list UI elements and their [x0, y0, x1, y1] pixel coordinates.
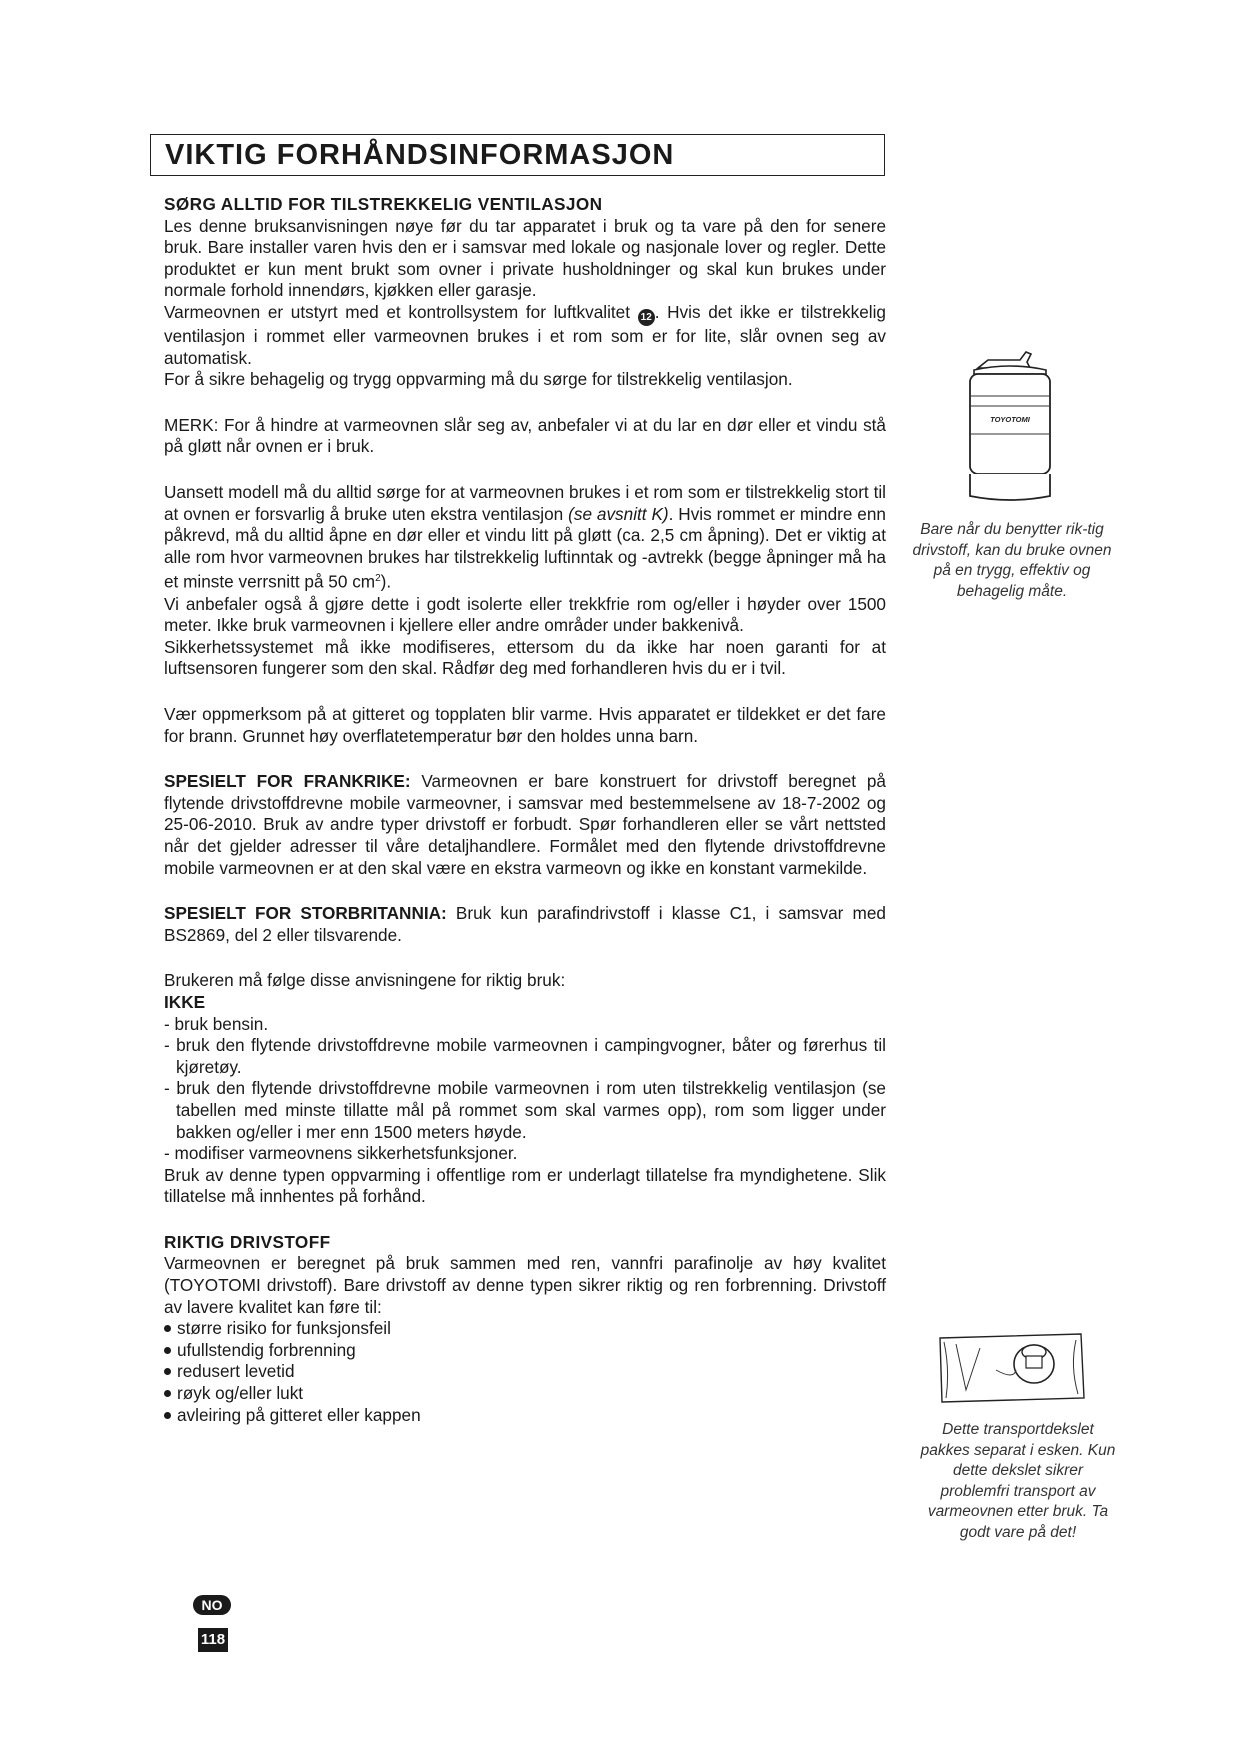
main-content	[164, 194, 886, 1426]
ventilation-p2-after: . Hvis det ikke er tilstrekkelig ventilasjon i rommet eller varmeovnen brukes i et rom som er for lite, slår ovnen seg av automatisk.	[164, 301, 886, 368]
fuel-bullet-text: større risiko for funksjonsfeil	[177, 1318, 391, 1339]
page-title: VIKTIG FORHÅNDSINFORMASJON	[165, 139, 675, 171]
room-p1-end: ).	[380, 572, 392, 593]
fuel-bullet	[164, 1340, 886, 1362]
room-paragraph-1	[164, 482, 886, 594]
page-number: 118	[198, 1628, 228, 1652]
fuel-caption: Bare når du benytter rik-tig drivstoff, kan du bruke ovnen på en trygg, effektiv og behagelig måte.	[912, 521, 1112, 600]
uk-paragraph	[164, 903, 886, 946]
uk-text: Bruk kun parafindrivstoff i klasse C1, i samsvar med BS2869, del 2 eller tilsvarende.	[164, 903, 886, 945]
transport-cover-illustration	[936, 1330, 1086, 1406]
usage-item: - bruk den flytende drivstoffdrevne mobile varmeovnen i rom uten tilstrekkelig ventilasjon (se tabellen med minste tillatte mål på rommet som skal varmes opp), rom som ligger under bakken og/eller i mer enn 1500 meters høyde.	[164, 1078, 886, 1142]
ventilation-paragraph-2	[164, 302, 886, 369]
bullet-dot-icon	[164, 1390, 171, 1397]
fuel-bullet-text: redusert levetid	[177, 1361, 295, 1382]
language-badge: NO	[193, 1595, 231, 1615]
can-brand-label: TOYOTOMI	[990, 415, 1030, 424]
fuel-bullet	[164, 1318, 886, 1340]
reference-number-badge: 12	[638, 309, 655, 326]
usage-item: - bruk den flytende drivstoffdrevne mobile varmeovnen i campingvogner, båter og førerhus til kjøretøy.	[164, 1035, 886, 1077]
fuel-paragraph: Varmeovnen er beregnet på bruk sammen med ren, vannfri parafinolje av høy kvalitet (TOYOTOMI drivstoff). Bare drivstoff av denne typen sikrer riktig og ren forbrenning. Drivstoff av lavere kvalitet kan føre til:	[164, 1253, 886, 1317]
fuel-bullet	[164, 1405, 886, 1427]
fuel-bullet-text: avleiring på gitteret eller kappen	[177, 1404, 421, 1425]
ventilation-p2-before: Varmeovnen er utstyrt med et kontrollsystem for luftkvalitet	[164, 301, 631, 322]
title-box	[150, 134, 885, 176]
usage-closing: Bruk av denne typen oppvarming i offentlige rom er underlagt tillatelse fra myndighetene. Slik tillatelse må innhentes på forhånd.	[164, 1164, 886, 1207]
uk-label: SPESIELT FOR STORBRITANNIA:	[164, 903, 447, 924]
room-p1-italic: (se avsnitt K)	[568, 503, 669, 524]
france-label: SPESIELT FOR FRANKRIKE:	[164, 771, 411, 792]
usage-item: - modifiser varmeovnens sikkerhetsfunksjoner.	[164, 1143, 518, 1164]
fuel-bullet	[164, 1361, 886, 1383]
ventilation-heading: SØRG ALLTID FOR TILSTREKKELIG VENTILASJON	[164, 194, 603, 214]
fuel-can-illustration	[960, 348, 1060, 506]
note-paragraph: MERK: For å hindre at varmeovnen slår seg av, anbefaler vi at du lar en dør eller et vindu stå på gløtt når ovnen er i bruk.	[164, 414, 886, 457]
ventilation-paragraph-3: For å sikre behagelig og trygg oppvarming må du sørge for tilstrekkelig ventilasjon.	[164, 369, 793, 390]
ventilation-paragraph-1: Les denne bruksanvisningen nøye før du tar apparatet i bruk og ta vare på den for senere bruk. Bare installer varen hvis den er i samsvar med lokale og nasjonale lover og regler. Dette produktet er kun ment brukt som ovner i private husholdninger og skal kun brukes under normale forhold innendørs, kjøkken eller garasje.	[164, 215, 886, 301]
france-paragraph	[164, 771, 886, 879]
warning-paragraph: Vær oppmerksom på at gitteret og topplaten blir varme. Hvis apparatet er tildekket er det fare for brann. Grunnet høy overflatetemperatur bør den holdes unna barn.	[164, 704, 886, 746]
room-p1-sup: 2	[375, 573, 381, 585]
room-paragraph-3: Sikkerhetssystemet må ikke modifiseres, ettersom du da ikke har noen garanti for at luftsensoren fungerer som den skal. Rådfør deg med forhandleren hvis du er i tvil.	[164, 636, 886, 679]
usage-ikke: IKKE	[164, 991, 206, 1012]
room-p1-before: Uansett modell må du alltid sørge for at varmeovnen brukes i et rom som er tilstrekkelig stort til at ovnen er forsvarlig å bruke uten ekstra ventilasjon	[164, 481, 886, 524]
transport-cover-caption: Dette transportdekslet pakkes separat i esken. Kun dette dekslet sikrer problemfri transport av varmeovnen etter bruk. Ta godt vare på det!	[920, 1421, 1116, 1541]
bullet-dot-icon	[164, 1368, 171, 1375]
fuel-bullet	[164, 1383, 886, 1405]
room-p1-after: . Hvis rommet er mindre enn påkrevd, må du alltid åpne en dør eller et vindu litt på gløtt (ca. 2,5 cm åpning). Det er viktig at alle rom hvor varmeovnen brukes har tilstrekkelig luftinntak og -avtrekk (begge åpninger må ha et minste verrsnitt på 50 cm	[164, 503, 886, 593]
fuel-heading: RIKTIG DRIVSTOFF	[164, 1231, 331, 1252]
usage-item: - bruk bensin.	[164, 1013, 269, 1034]
bullet-dot-icon	[164, 1325, 171, 1332]
france-text: Varmeovnen er bare konstruert for drivstoff beregnet på flytende drivstoffdrevne mobile varmeovner, i samsvar med bestemmelsene av 18-7-2002 og 25-06-2010. Bruk av andre typer drivstoff er forbudt. Spør forhandleren eller se vårt nettsted når det gjelder adresser til våre detaljhandlere. Formålet med den flytende drivstoffdrevne mobile varmeovnen er at den skal være en ekstra varmeovn og ikke en konstant varmekilde.	[164, 771, 886, 878]
bullet-dot-icon	[164, 1412, 171, 1419]
bullet-dot-icon	[164, 1347, 171, 1354]
room-paragraph-2: Vi anbefaler også å gjøre dette i godt isolerte eller trekkfrie rom og/eller i høyder over 1500 meter. Ikke bruk varmeovnen i kjellere eller andre områder under bakkenivå.	[164, 593, 886, 636]
fuel-bullet-text: ufullstendig forbrenning	[177, 1339, 356, 1360]
usage-intro: Brukeren må følge disse anvisningene for riktig bruk:	[164, 970, 566, 991]
fuel-bullet-text: røyk og/eller lukt	[177, 1383, 304, 1404]
